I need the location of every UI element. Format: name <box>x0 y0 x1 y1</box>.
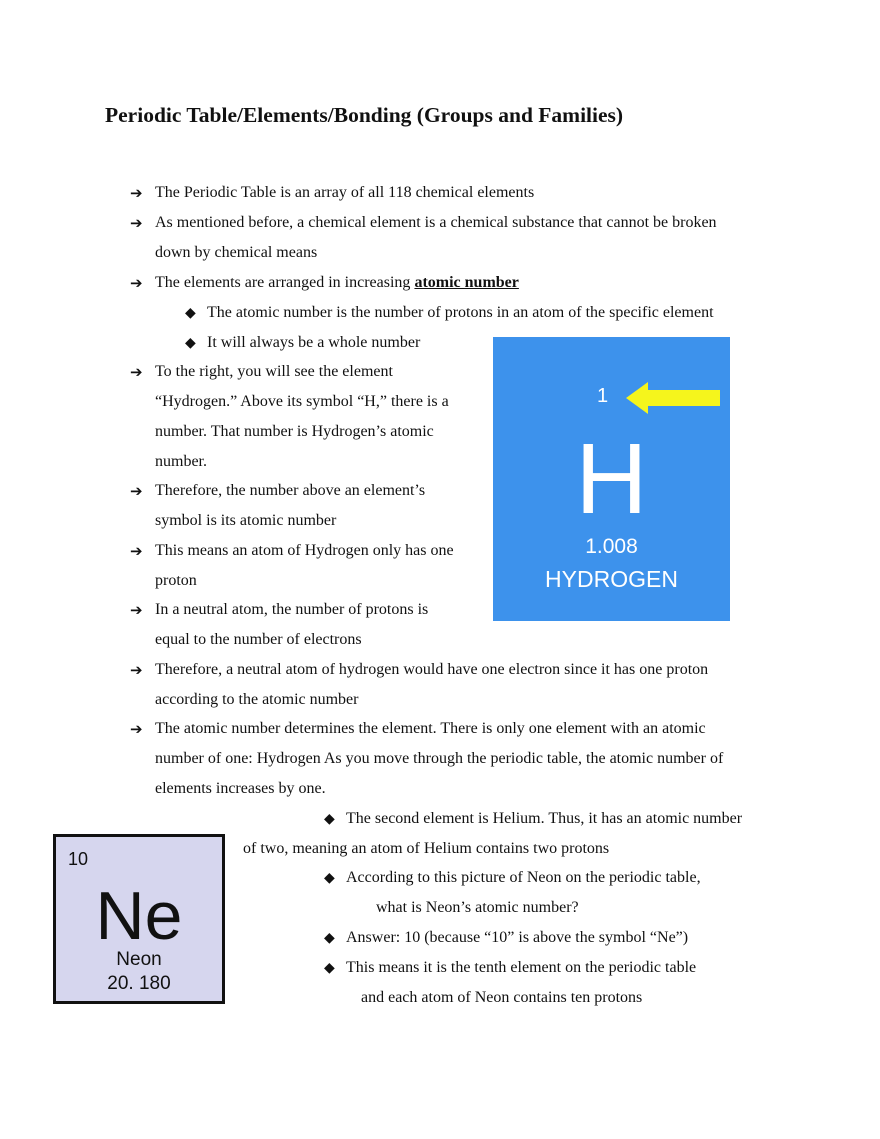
neon-atomic-mass: 20. 180 <box>107 973 171 994</box>
arrow-bullet-icon: ➔ <box>130 601 143 619</box>
text-line: The second element is Helium. Thus, it has an atomic number <box>346 810 743 827</box>
hydrogen-name: HYDROGEN <box>545 566 678 592</box>
diamond-bullet-icon: ◆ <box>185 335 196 351</box>
text-line: equal to the number of electrons <box>155 631 362 648</box>
neon-atomic-number: 10 <box>68 849 89 869</box>
text-line: number of one: Hydrogen As you move through the periodic table, the atomic number of <box>155 750 724 767</box>
arrow-bullet-icon: ➔ <box>130 184 143 202</box>
text-line: This means it is the tenth element on the periodic table <box>346 959 697 976</box>
text-line: down by chemical means <box>155 244 318 261</box>
text-line: number. <box>155 453 207 470</box>
text-line: number. That number is Hydrogen’s atomic <box>155 423 434 440</box>
text-line: The Periodic Table is an array of all 118 chemical elements <box>155 184 535 201</box>
text-line: Answer: 10 (because “10” is above the symbol “Ne”) <box>346 929 689 946</box>
text-line: As mentioned before, a chemical element is a chemical substance that cannot be broken <box>155 214 717 231</box>
hydrogen-element-tile <box>493 337 730 621</box>
arrow-bullet-icon: ➔ <box>130 542 143 560</box>
arrow-bullet-icon: ➔ <box>130 482 143 500</box>
neon-name: Neon <box>116 949 162 970</box>
text-line: “Hydrogen.” Above its symbol “H,” there is a <box>155 393 449 410</box>
diamond-bullet-icon: ◆ <box>185 305 196 321</box>
arrow-bullet-icon: ➔ <box>130 214 143 232</box>
text-fragment: The elements are arranged in increasing <box>155 274 415 291</box>
text-line <box>155 273 519 293</box>
text-line: To the right, you will see the element <box>155 363 393 380</box>
text-line: Therefore, the number above an element’s <box>155 482 426 499</box>
neon-element-tile <box>53 834 225 1004</box>
diamond-bullet-icon: ◆ <box>324 930 335 946</box>
text-line: The atomic number determines the element. There is only one element with an atomic <box>155 720 706 737</box>
text-line: In a neutral atom, the number of protons is <box>155 601 429 618</box>
keyword-atomic-number: atomic number <box>414 274 519 291</box>
text-line: It will always be a whole number <box>207 334 421 351</box>
text-line: according to the atomic number <box>155 691 359 708</box>
page-title: Periodic Table/Elements/Bonding (Groups and Families) <box>105 103 624 127</box>
text-line: proton <box>155 572 197 589</box>
neon-symbol: Ne <box>95 878 183 954</box>
diamond-bullet-icon: ◆ <box>324 811 335 827</box>
arrow-bullet-icon: ➔ <box>130 274 143 292</box>
text-line: According to this picture of Neon on the periodic table, <box>346 869 701 886</box>
diamond-bullet-icon: ◆ <box>324 960 335 976</box>
hydrogen-atomic-mass: 1.008 <box>585 535 638 558</box>
hydrogen-atomic-number: 1 <box>597 385 609 407</box>
arrow-bullet-icon: ➔ <box>130 661 143 679</box>
text-line: what is Neon’s atomic number? <box>376 899 579 916</box>
text-line: and each atom of Neon contains ten protons <box>361 989 643 1006</box>
text-line: The atomic number is the number of protons in an atom of the specific element <box>207 304 714 321</box>
text-line: elements increases by one. <box>155 780 326 797</box>
yellow-arrow-icon <box>626 382 722 414</box>
text-line: of two, meaning an atom of Helium contains two protons <box>243 840 610 857</box>
diamond-bullet-icon: ◆ <box>324 870 335 886</box>
text-line: Therefore, a neutral atom of hydrogen would have one electron since it has one proton <box>155 661 709 678</box>
text-line: This means an atom of Hydrogen only has one <box>155 542 454 559</box>
arrow-bullet-icon: ➔ <box>130 363 143 381</box>
text-line: symbol is its atomic number <box>155 512 337 529</box>
hydrogen-symbol: H <box>575 423 648 535</box>
arrow-bullet-icon: ➔ <box>130 720 143 738</box>
